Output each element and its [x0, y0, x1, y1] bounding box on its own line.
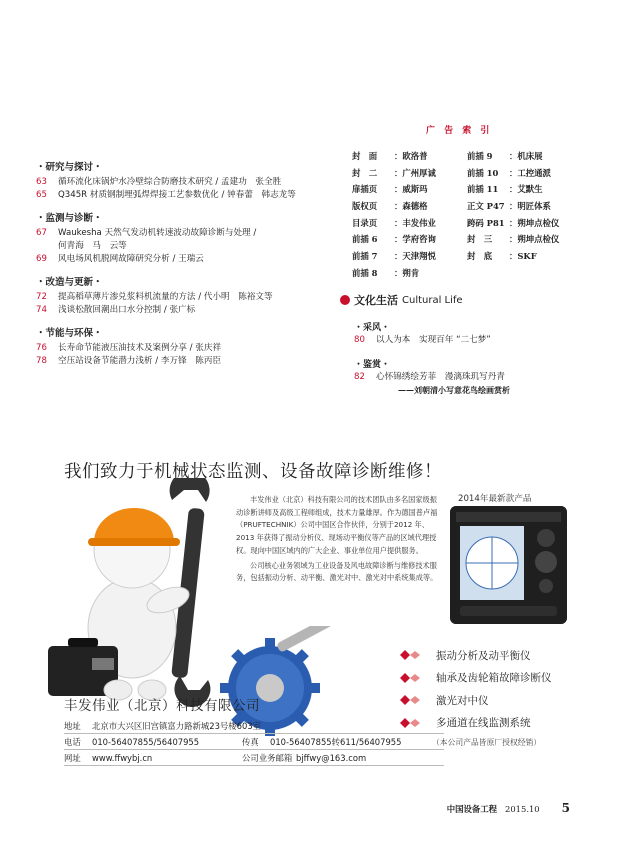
toc-section-heading: ・监测与诊断・ — [36, 213, 103, 224]
fax-value: 010-56407855转611/56407955 — [270, 737, 402, 747]
toc-entry[interactable] — [36, 253, 336, 266]
ad-index-row — [352, 248, 602, 265]
ad-index-title: 广 告 索 引 — [426, 126, 493, 136]
ad-index-entry — [467, 231, 602, 248]
ad-index-row — [352, 231, 602, 248]
phone-row: 电话 010-56407855/56407955 传真 010-56407855转611/56407955 — [64, 734, 444, 750]
ad-position: 前插 9 — [467, 151, 493, 161]
address-value: 北京市大兴区旧宫镇富力路新城23号楼603室 — [92, 721, 262, 731]
product-feature-label: 轴承及齿轮箱故障诊断仪 — [436, 672, 552, 685]
journal-name: 中国设备工程 — [446, 804, 497, 814]
issue-number: 2015.10 — [505, 804, 540, 814]
toc-entry[interactable] — [36, 227, 336, 240]
advertiser-name: ：丰发伟业 — [394, 217, 436, 228]
ad-index-table — [352, 148, 602, 282]
toc-entry[interactable] — [36, 342, 336, 355]
red-dot-icon — [340, 295, 350, 305]
diamond-bullet-icon — [400, 650, 422, 660]
ad-index-entry — [467, 248, 602, 265]
vibration-analyzer-device-image — [450, 506, 567, 624]
ad-position: 封 底 — [467, 251, 493, 262]
toc-article-title: 提高稻草薄片渗兑浆料机流量的方法 / 代小明 陈裕文等 — [58, 292, 273, 302]
advertiser-name: ：工控通派 — [509, 167, 551, 178]
phone-value: 010-56407855/56407955 — [92, 737, 200, 747]
advertiser-name: ：SKF — [509, 251, 537, 262]
advertiser-name: ：明匠体系 — [509, 201, 551, 212]
ad-index-entry — [467, 265, 602, 282]
product-feature — [400, 667, 590, 690]
company-name: 丰发伟业（北京）科技有限公司 — [64, 698, 260, 714]
cultural-life-title-en: Cultural Life — [402, 294, 463, 306]
ad-index-entry — [467, 165, 602, 182]
ad-index-row — [352, 215, 602, 232]
toc-article-title: 何青海 马 云等 — [58, 241, 127, 251]
ad-index-entry — [352, 198, 467, 215]
ad-index-entry — [352, 148, 467, 165]
ad-position: 版权页 — [352, 201, 378, 212]
product-feature-label: 激光对中仪 — [436, 694, 489, 707]
advertiser-name: ：欧洛普 — [394, 151, 428, 161]
toc-section-heading: ・改造与更新・ — [36, 277, 103, 288]
advertiser-name: ：艾默生 — [509, 184, 543, 195]
advertiser-name: ：机床展 — [509, 151, 543, 161]
ad-position: 前插 8 — [352, 267, 378, 278]
ad-index-entry — [352, 181, 467, 198]
toc-article-title: 空压站设备节能潜力浅析 / 李万锋 陈丙臣 — [58, 356, 222, 366]
advertiser-name: ：朔坤点检仪 — [509, 234, 560, 245]
toc-entry[interactable] — [36, 304, 336, 317]
culture-subsection-heading: ・采风・ — [354, 323, 391, 333]
toc-page-number: 72 — [36, 292, 47, 302]
ad-paragraph: 公司核心业务领域为工业设备及风电故障诊断与维修技术服务，包括振动分析、动平衡、激光对中、激光对中系统集成等。 — [236, 560, 438, 583]
email-link[interactable]: bjffwy@163.com — [296, 753, 367, 763]
toc-entry[interactable] — [36, 240, 336, 253]
ad-position: 封 三 — [467, 234, 493, 245]
ad-index-row — [352, 198, 602, 215]
toc-entry[interactable] — [36, 355, 336, 368]
toc-page-number: 80 — [354, 335, 365, 345]
toc-article-title: 循环流化床锅炉水冷壁综合防磨技术研究 / 孟建功 张全胜 — [58, 177, 282, 187]
toc-page-number: 76 — [36, 343, 47, 353]
feature-note: （本公司产品皆原厂授权经销） — [432, 738, 542, 747]
product-feature-label: 振动分析及动平衡仪 — [436, 649, 531, 662]
ad-position: 封 二 — [352, 167, 378, 178]
ad-index-entry — [352, 265, 467, 282]
toc-section — [36, 211, 336, 266]
toc-page-number: 65 — [36, 190, 47, 200]
toc-page-number: 78 — [36, 356, 47, 366]
toc-article-title: 以人为本 实现百年 “二七梦” — [376, 335, 491, 345]
new-product-label: 2014年最新款产品 — [458, 494, 532, 504]
ad-index-row — [352, 181, 602, 198]
culture-subsection-heading: ・鉴赏・ — [354, 360, 391, 370]
toc-article-title: Q345R 材质钢制埋弧焊焊接工艺参数优化 / 钟春蕾 韩志龙等 — [58, 190, 296, 200]
ad-position: 前插 10 — [467, 167, 499, 178]
cultural-life-title: 文化生活 — [354, 294, 398, 307]
ad-position: 扉插页 — [352, 184, 378, 195]
toc-article-title: 浅谈松散回潮出口水分控制 / 张广标 — [58, 305, 196, 315]
ad-position: 前插 7 — [352, 251, 378, 262]
toc-article-title: 心怀锦绣绘芳菲 漫漓珠玑写丹青 — [376, 372, 505, 382]
toc-entry[interactable] — [354, 371, 620, 384]
company-advertisement — [40, 458, 590, 768]
toc-entry[interactable] — [36, 176, 336, 189]
ad-index-entry — [352, 231, 467, 248]
toc-section — [36, 326, 336, 368]
ad-position: 跨码 P81 — [467, 217, 505, 228]
toc-section-heading: ・研究与探讨・ — [36, 162, 103, 173]
ad-index-row — [352, 165, 602, 182]
web-row: 网址 www.ffwybj.cn 公司业务邮箱 bjffwy@163.com — [64, 750, 444, 766]
advertiser-name: ：朔肯 — [394, 267, 420, 278]
advertiser-name: ：广州厚诚 — [394, 167, 436, 178]
ad-position: 正文 P47 — [467, 201, 505, 212]
cultural-life-section — [340, 290, 620, 397]
article-subtitle: ——刘朝清小写意花鸟绘画赏析 — [398, 385, 510, 395]
toc-article-title: 风电场风机脱网故障研究分析 / 王瑞云 — [58, 254, 204, 264]
toc-section — [36, 275, 336, 317]
ad-position: 前插 11 — [467, 184, 499, 195]
page-footer — [447, 801, 570, 815]
toc-page-number: 67 — [36, 228, 47, 238]
toc-article-title: 长寿命节能液压油技术及案例分享 / 张庆祥 — [58, 343, 222, 353]
ad-index-row — [352, 265, 602, 282]
advertiser-name: ：森德格 — [394, 201, 428, 212]
company-contacts — [64, 718, 444, 766]
product-feature — [400, 644, 590, 667]
ad-index-entry — [352, 215, 467, 232]
robot-with-wrench-illustration — [40, 478, 240, 708]
table-of-contents — [36, 160, 336, 377]
cultural-life-heading — [340, 290, 620, 310]
page-number: 5 — [561, 801, 570, 815]
advertiser-name: ：学府咨询 — [394, 234, 436, 245]
address-row: 地址 北京市大兴区旧宫镇富力路新城23号楼603室 — [64, 718, 444, 734]
ad-index-entry — [467, 215, 602, 232]
ad-headline: 我们致力于机械状态监测、设备故障诊断维修！ — [64, 462, 442, 482]
advertiser-name: ：威斯玛 — [394, 184, 428, 195]
toc-section — [36, 160, 336, 202]
ad-index-entry — [467, 181, 602, 198]
product-feature — [400, 689, 590, 712]
ad-position: 目录页 — [352, 217, 378, 228]
toc-entry[interactable] — [36, 189, 336, 202]
product-feature-label: 多通道在线监测系统 — [436, 717, 531, 730]
toc-page-number: 82 — [354, 372, 365, 382]
website-link[interactable]: www.ffwybj.cn — [92, 753, 153, 763]
toc-entry[interactable] — [354, 334, 620, 347]
ad-index-entry — [352, 248, 467, 265]
toc-section-heading: ・节能与环保・ — [36, 328, 103, 339]
diamond-bullet-icon — [400, 695, 422, 705]
diamond-bullet-icon — [400, 673, 422, 683]
ad-position: 前插 6 — [352, 234, 378, 245]
ad-position: 封 面 — [352, 151, 378, 161]
toc-page-number: 63 — [36, 177, 47, 187]
toc-page-number: 74 — [36, 305, 47, 315]
ad-index-entry — [467, 198, 602, 215]
advertiser-name: ：天津翔悦 — [394, 251, 436, 262]
ad-body-text — [236, 494, 442, 585]
advertiser-name: ：朔坤点检仪 — [509, 217, 560, 228]
toc-article-title: Waukesha 天然气发动机转速波动故障诊断与处理 / — [58, 228, 257, 238]
ad-index-entry — [467, 148, 602, 165]
toc-page-number: 69 — [36, 254, 47, 264]
ad-index-row — [352, 148, 602, 165]
ad-paragraph: 丰发伟业（北京）科技有限公司的技术团队由多名国家级振动诊断讲师及高级工程师组成，技术力量雄厚。作为德国普卢福（PRUFTECHNIK）公司中国区合作伙伴，分别于2012 年、2013 年获得了振动分析仪、现场动平衡仪等产品的区域代理授权。现向中国区域内的广大企业、事业单位用户提供服务。 — [236, 495, 438, 555]
ad-index-entry — [352, 165, 467, 182]
toc-entry[interactable] — [36, 291, 336, 304]
